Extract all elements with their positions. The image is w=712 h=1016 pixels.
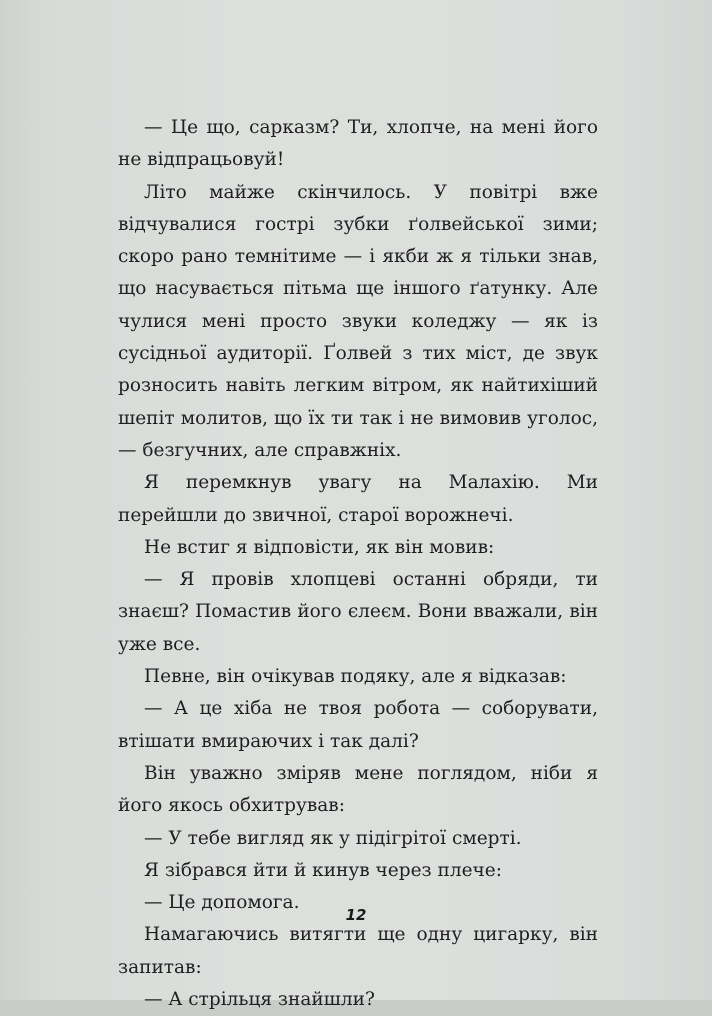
paragraph: Намагаючись витягти ще одну цигарку, він запитав: [118, 924, 598, 978]
paragraph: Я перемкнув увагу на Малахію. Ми перейшли до звичної, старої ворожнечі. [118, 472, 598, 526]
paragraph: — У тебе вигляд як у підігрітої смерті. [144, 827, 522, 849]
paragraph: Не встиг я відповісти, як він мовив: [144, 536, 495, 558]
paragraph: Певне, він очікував подяку, але я відказав: [144, 666, 567, 688]
paragraph: — Я провів хлопцеві останні обряди, ти знаєш? Помастив його єлеєм. Вони вважали, він уже все. [118, 569, 598, 655]
paragraph: — А стрільця знайшли? [144, 989, 375, 1011]
page-number: 12 [345, 906, 367, 924]
paragraph: — Це допомога. [144, 892, 300, 914]
paragraph: Він уважно зміряв мене поглядом, ніби я його якось обхитрував: [118, 762, 598, 817]
paragraph: Літо майже скінчилось. У повітрі вже відчувалися гострі зубки ґолвейської зими; скоро рано темнітиме — і якби ж я тільки знав, що насувається пітьма ще іншого ґатунку. Але чулися мені просто звуки коледжу — як із сусідньої аудиторії. Ґолвей з тих міст, де звук розносить навіть легким вітром, як найтихіший шепіт молитов, що їх ти так і не вимовив уголос, — безгучних, але справжніх. [118, 181, 598, 461]
body-text [118, 112, 598, 1016]
paragraph: — А це хіба не твоя робота — соборувати, втішати вмираючих і так далі? [118, 698, 598, 752]
paragraph: — Це що, сарказм? Ти, хлопче, на мені його не відпрацьовуй! [118, 117, 598, 171]
paragraph: Я зібрався йти й кинув через плече: [144, 859, 502, 881]
